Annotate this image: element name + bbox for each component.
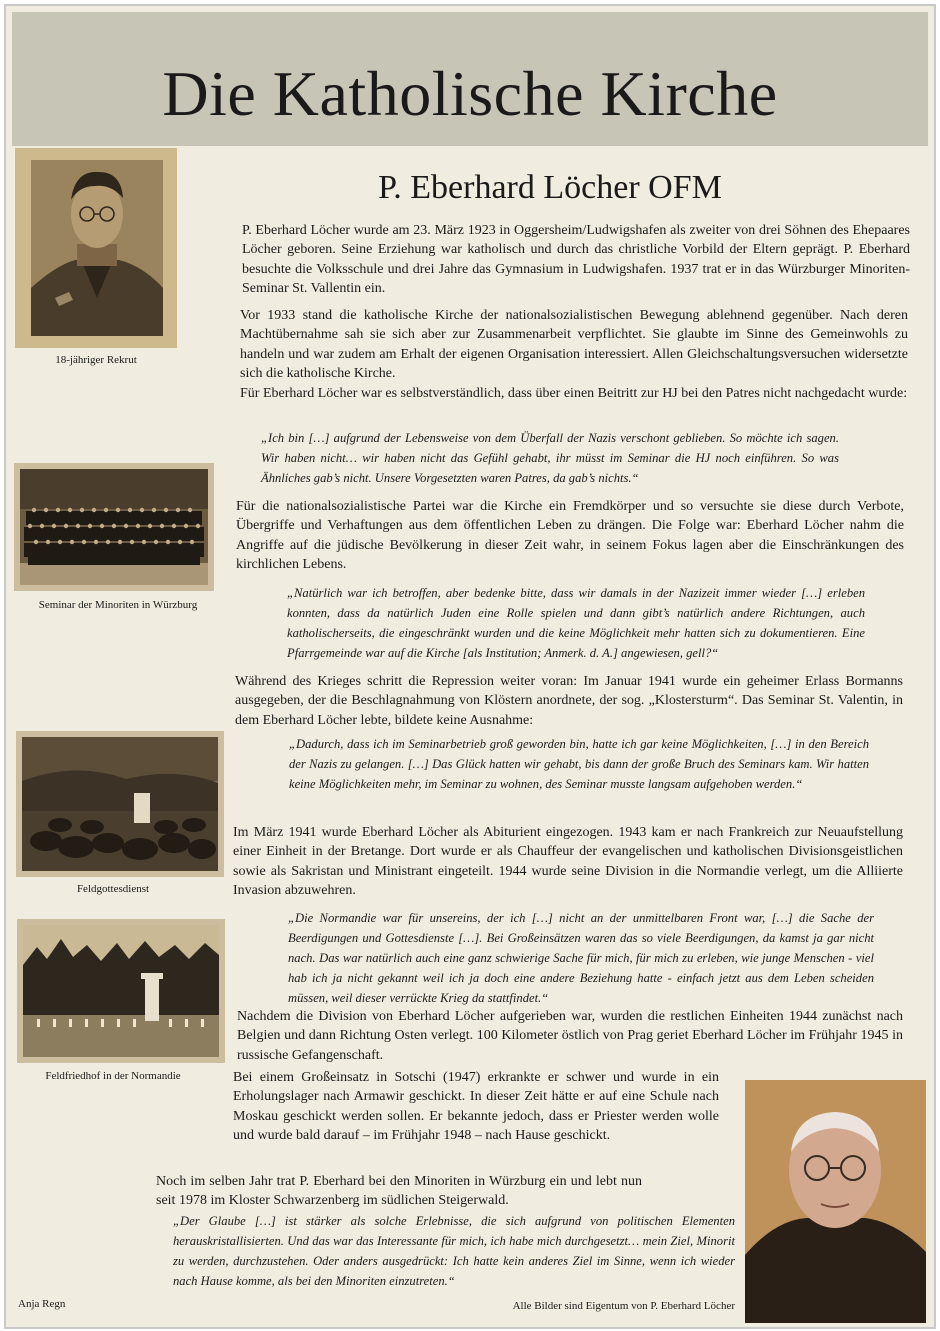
person-heading: P. Eberhard Löcher OFM <box>378 169 722 206</box>
seminar-photo <box>14 463 214 591</box>
page-title: Die Katholische Kirche <box>162 58 778 129</box>
photo-credit: Alle Bilder sind Eigentum von P. Eberhard Löcher <box>512 1300 735 1312</box>
bio-paragraph-6: Im März 1941 wurde Eberhard Löcher als Abiturient eingezogen. 1943 kam er nach Frankreich zur Neuaufstellung einer Einheit in der Bretange. Dort wurde er als Chauffeur der evangelischen und katholischen Divisionsgeistlichen sowie als Sakristan und Ministrant eingeteilt. 1944 wurde seine Division in die Normandie verlegt, um die Alliierte Invasion abzuwehren. <box>233 825 903 898</box>
quote-3: „Dadurch, dass ich im Seminarbetrieb groß geworden bin, hatte ich gar keine Möglichkeiten, […] in den Bereich der Nazis zu gelangen. […] Das Glück hatten wir gehabt, bis dann der große Bruch des Seminars kam. Wir hatten keine Möglichkeiten mehr, im Seminar zu wohnen, des Seminar musste langsam aufgehoben werden.“ <box>289 737 869 791</box>
quote-2: „Natürlich war ich betroffen, aber bedenke bitte, dass wir damals in der Nazizeit immer wieder […] erleben konnten, dass da natürlich Juden eine Rolle spielen und dann gibt’s natürlich andere Richtungen, auch katholischerseits, die eingeschränkt wurden und die keine Möglichkeit mehr hatten sich zu dokumentieren. Eine Pfarrgemeinde war auf die Kirche [als Institution; Anmerk. d. A.] angewiesen, gell?“ <box>287 586 865 660</box>
bio-paragraph-5: Während des Krieges schritt die Repression weiter voran: Im Januar 1941 wurde ein geheimer Erlass Bormanns ausgegeben, der die Beschlagnahmung von Klöstern anordnete, der sog. „Klostersturm“. Das Seminar St. Valentin, in dem Eberhard Löcher lebte, bildete keine Ausnahme: <box>235 674 903 728</box>
caption-seminar: Seminar der Minoriten in Würzburg <box>38 599 198 611</box>
caption-recruit: 18-jähriger Rekrut <box>55 354 137 366</box>
bio-paragraph-9: Noch im selben Jahr trat P. Eberhard bei den Minoriten in Würzburg ein und lebt nun seit 1978 im Kloster Schwarzenberg im südlichen Steigerwald. <box>156 1174 642 1209</box>
recruit-photo <box>15 148 177 348</box>
bio-paragraph-4: Für die nationalsozialistische Partei war die Kirche ein Fremdkörper und so versuchte sie diese durch Verbote, Übergriffe und Verhaftungen aus dem öffentlichen Leben zu drängen. Die Folge war: Eberhard Löcher nahm die Angriffe auf die jüdische Bevölkerung in dieser Zeit wahr, in seinem Fokus lagen aber die Einschränkungen des kirchlichen Lebens. <box>236 499 904 572</box>
caption-field-service: Feldgottesdienst <box>76 883 150 895</box>
bio-paragraph-3: Für Eberhard Löcher war es selbstverständlich, dass über einen Beitritt zur HJ bei den Patres nicht nachgedacht wurde: <box>240 386 908 401</box>
author-credit: Anja Regn <box>18 1298 66 1310</box>
field-service-photo <box>16 731 224 877</box>
quote-5: „Der Glaube […] ist stärker als solche Erlebnisse, die sich aufgrund von politischen Elementen herauskristallisierten. Und das war das Interessante für mich, ich habe mich durchgesetzt… mein Ziel, Minorit zu werden, durchzustehen. Oder anders ausgedrückt: Ich hatte kein anderes Ziel im Sinne, wenn ich wieder nach Hause komme, als bei den Minoriten einzutreten.“ <box>173 1214 735 1288</box>
bio-paragraph-2: Vor 1933 stand die katholische Kirche der nationalsozialistischen Bewegung ablehnend gegenüber. Nach deren Machtübernahme sah sie sich aber zur Zusammenarbeit verpflichtet. Sie glaubte im Sinne des Gemeinwohls zu handeln und war zudem am Erhalt der eigenen Organisation interessiert. Allen Gleichschaltungsversuchen widersetzte sich die katholische Kirche. <box>240 308 908 381</box>
poster-header <box>12 12 928 146</box>
bio-paragraph-7: Nachdem die Division von Eberhard Löcher aufgerieben war, wurden die restlichen Einheiten 1944 zunächst nach Belgien und dann Richtung Osten verlegt. 100 Kilometer östlich von Prag geriet Eberhard Löcher im Frühjahr 1945 in russische Gefangenschaft. <box>237 1009 903 1063</box>
cemetery-photo <box>17 919 225 1063</box>
caption-cemetery: Feldfriedhof in der Normandie <box>45 1070 181 1082</box>
bio-paragraph-1: P. Eberhard Löcher wurde am 23. März 1923 in Oggersheim/Ludwigshafen als zweiter von drei Söhnen des Ehepaares Löcher geboren. Seine Erziehung war katholisch und durch das christliche Vorbild der Eltern geprägt. P. Eberhard besuchte die Volksschule und drei Jahre das Gymnasium in Ludwigshafen. 1937 trat er in das Würzburger Minoriten-Seminar St. Vallentin ein. <box>242 223 910 296</box>
bio-paragraph-8: Bei einem Großeinsatz in Sotschi (1947) erkrankte er schwer und wurde in ein Erholungslager nach Armawir geschickt. In dieser Zeit hätte er auf eine Schule nach Moskau geschickt werden sollen. Er bekannte jedoch, dass er Priester werden wolle und wurde bald darauf – im Frühjahr 1948 – nach Hause geschickt. <box>233 1070 719 1143</box>
quote-4: „Die Normandie war für unsereins, der ich […] nicht an der unmittelbaren Front war, […] die Sache der Beerdigungen und Gottesdienste […]. Bei Großeinsätzen waren das so viele Beerdigungen, da kamst ja gar nicht nach. Das war natürlich auch eine ganz schwierige Sache für mich, für mich zu erleben, wie junge Menschen - viel hab ich ja nicht gekannt weil ich ja doch eine andere Beziehung hatte - einfach jetzt aus dem Leben scheiden müssen, weil dieser verrückte Krieg da stattfindet.“ <box>288 911 874 1005</box>
elderly-portrait-photo <box>745 1080 926 1323</box>
quote-1: „Ich bin […] aufgrund der Lebensweise von dem Überfall der Nazis verschont geblieben. So möchte ich sagen. Wir haben nicht… wir haben nicht das Gefühl gehabt, ihr müsst im Seminar die HJ noch einführen. So was Ähnliches gab’s nicht. Unsere Vorgesetzten waren Patres, da gab’s nichts.“ <box>261 431 839 485</box>
